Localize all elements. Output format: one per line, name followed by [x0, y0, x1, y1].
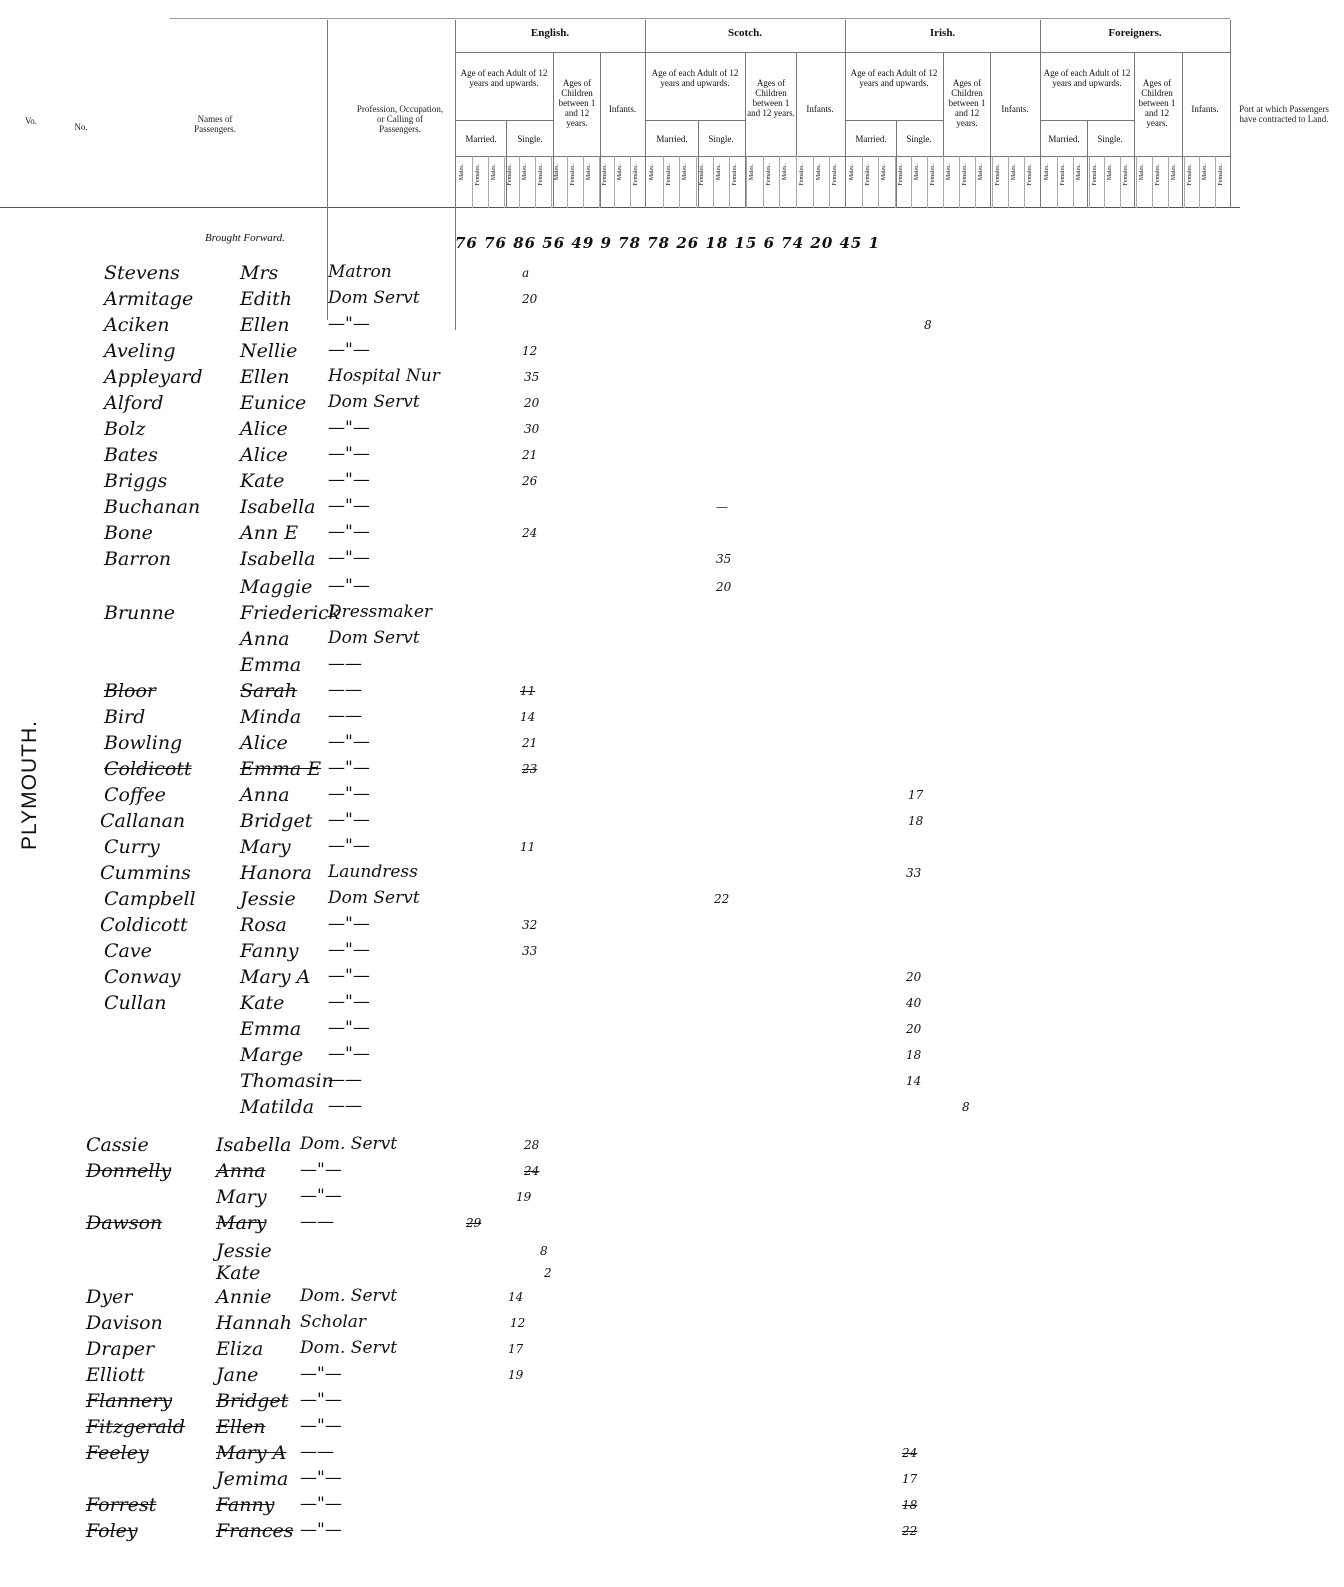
passenger-given-name: Frances: [216, 1520, 294, 1542]
passenger-occupation: —"—: [328, 992, 370, 1012]
passenger-age: 17: [902, 1472, 918, 1486]
females-column-label: Females.: [601, 164, 608, 186]
names-column-header: Names of Passengers.: [194, 114, 236, 134]
passenger-given-name: Emma E: [240, 758, 322, 780]
females-column-label: Females.: [832, 164, 839, 186]
passenger-age: 17: [908, 788, 924, 802]
males-column-label: Males.: [946, 164, 952, 181]
passenger-occupation: Laundress: [328, 862, 418, 882]
passenger-given-name: Fanny: [216, 1494, 275, 1516]
males-column-label: Males.: [1044, 164, 1050, 181]
passenger-age: 17: [508, 1342, 524, 1356]
passenger-given-name: Anna: [240, 784, 290, 806]
foreigners-single-header: Single.: [1097, 134, 1123, 144]
passenger-surname: Foley: [86, 1520, 138, 1542]
passenger-given-name: Emma: [240, 654, 302, 676]
passenger-occupation: ——: [328, 1070, 362, 1090]
females-column-label: Females.: [506, 164, 513, 186]
passenger-occupation: —"—: [328, 732, 370, 752]
passenger-occupation: —"—: [328, 340, 370, 360]
irish-infants-header: Infants.: [1001, 104, 1029, 114]
males-column-label: Males.: [749, 164, 755, 181]
males-column-label: Males.: [913, 164, 920, 181]
females-column-label: Females.: [1154, 164, 1161, 186]
passenger-occupation: —"—: [328, 914, 370, 934]
passenger-age: 22: [714, 892, 730, 906]
passenger-surname: Forrest: [86, 1494, 157, 1516]
passenger-occupation: Matron: [328, 262, 392, 282]
passenger-age: 28: [524, 1138, 540, 1152]
irish-single-header: Single.: [906, 134, 932, 144]
females-column-label: Females.: [1218, 164, 1225, 186]
passenger-occupation: Dom Servt: [328, 888, 420, 908]
passenger-given-name: Ellen: [240, 314, 290, 336]
passenger-surname: Flannery: [86, 1390, 173, 1412]
passenger-age: a: [522, 266, 530, 280]
passenger-occupation: —"—: [300, 1186, 342, 1206]
passenger-occupation: Dressmaker: [328, 602, 433, 622]
females-column-label: Females.: [897, 164, 904, 186]
passenger-surname: Armitage: [104, 288, 194, 310]
passenger-occupation: —"—: [328, 1018, 370, 1038]
passenger-given-name: Mary A: [216, 1442, 287, 1464]
passenger-occupation: —"—: [328, 418, 370, 438]
passenger-given-name: Emma: [240, 1018, 302, 1040]
passenger-occupation: —"—: [300, 1390, 342, 1410]
passenger-occupation: ——: [328, 654, 362, 674]
females-column-label: Females.: [699, 164, 705, 186]
passenger-surname: Cullan: [104, 992, 167, 1014]
english-infants-header: Infants.: [608, 104, 637, 114]
passenger-surname: Fitzgerald: [86, 1416, 185, 1438]
passenger-age: 33: [522, 944, 538, 958]
passenger-surname: Briggs: [104, 470, 168, 492]
passenger-surname: Campbell: [104, 888, 196, 910]
passenger-occupation: —"—: [328, 784, 370, 804]
passenger-given-name: Edith: [240, 288, 292, 310]
passenger-surname: Buchanan: [104, 496, 201, 518]
english-adult-age-header: Age of each Adult of 12 years and upwards.: [460, 68, 548, 88]
english-single-header: Single.: [517, 134, 543, 144]
males-column-label: Males.: [1010, 164, 1017, 181]
foreigners-group-header: Foreigners.: [1108, 27, 1162, 39]
passenger-age: 35: [716, 552, 732, 566]
passenger-age: 18: [906, 1048, 922, 1062]
number-column-header: No.: [74, 122, 88, 132]
passenger-occupation: Dom. Servt: [300, 1134, 398, 1154]
irish-married-header: Married.: [855, 134, 887, 144]
passenger-occupation: —"—: [328, 1044, 370, 1064]
males-column-label: Males.: [459, 164, 465, 181]
passenger-occupation: ——: [328, 1096, 362, 1116]
females-column-label: Females.: [538, 164, 545, 186]
passenger-occupation: Dom Servt: [328, 288, 420, 308]
females-column-label: Females.: [929, 164, 936, 186]
passenger-given-name: Kate: [240, 992, 285, 1014]
passenger-age: 18: [908, 814, 924, 828]
passenger-given-name: Bridget: [216, 1390, 289, 1412]
passenger-age: 12: [510, 1316, 526, 1330]
passenger-given-name: Matilda: [240, 1096, 315, 1118]
males-column-label: Males.: [522, 164, 529, 181]
passenger-given-name: Thomasin: [240, 1070, 334, 1092]
passenger-given-name: Alice: [240, 732, 288, 754]
passenger-given-name: Mary: [216, 1212, 267, 1234]
passenger-age: 11: [520, 684, 536, 698]
passenger-occupation: ——: [328, 680, 362, 700]
females-column-label: Females.: [665, 164, 672, 186]
passenger-age: —: [716, 500, 728, 514]
passenger-surname: Bone: [104, 522, 153, 544]
passenger-given-name: Friederick: [240, 602, 341, 624]
passenger-age: 22: [902, 1524, 918, 1538]
passenger-given-name: Jemima: [216, 1468, 289, 1490]
english-married-header: Married.: [465, 134, 497, 144]
passenger-surname: Cummins: [100, 862, 191, 884]
passenger-age: 12: [522, 344, 538, 358]
passenger-given-name: Isabella: [240, 496, 316, 518]
passenger-surname: Coldicott: [104, 758, 192, 780]
passenger-occupation: —"—: [300, 1160, 342, 1180]
females-column-label: Females.: [962, 164, 969, 186]
passenger-age: 40: [906, 996, 922, 1010]
irish-group-header: Irish.: [929, 27, 956, 39]
passenger-age: 24: [522, 526, 538, 540]
passenger-given-name: Hannah: [216, 1312, 292, 1334]
males-column-label: Males.: [1202, 164, 1209, 181]
passenger-surname: Coldicott: [100, 914, 188, 936]
passenger-given-name: Jessie: [216, 1240, 272, 1262]
passenger-age: 14: [906, 1074, 922, 1088]
passenger-age: 18: [902, 1498, 918, 1512]
passenger-given-name: Isabella: [240, 548, 316, 570]
passenger-surname: Dyer: [86, 1286, 133, 1308]
females-column-label: Females.: [1091, 164, 1098, 186]
scotch-group-header: Scotch.: [728, 27, 762, 39]
passenger-age: 26: [522, 474, 538, 488]
passenger-surname: Bolz: [104, 418, 146, 440]
passenger-age: 33: [906, 866, 922, 880]
passenger-given-name: Annie: [216, 1286, 272, 1308]
passenger-given-name: Ellen: [240, 366, 290, 388]
passenger-given-name: Kate: [240, 470, 285, 492]
passenger-given-name: Ann E: [240, 522, 299, 544]
passenger-surname: Stevens: [104, 262, 180, 284]
passenger-given-name: Maggie: [240, 576, 313, 598]
passenger-occupation: —"—: [300, 1416, 342, 1436]
females-column-label: Females.: [1123, 164, 1130, 186]
passenger-surname: Conway: [104, 966, 181, 988]
passenger-age: 14: [520, 710, 536, 724]
passenger-surname: Appleyard: [104, 366, 203, 388]
passenger-occupation: —"—: [328, 966, 370, 986]
english-group-header: English.: [530, 27, 570, 39]
passenger-given-name: Anna: [240, 628, 290, 650]
passenger-given-name: Kate: [216, 1262, 261, 1284]
passenger-occupation: —"—: [300, 1468, 342, 1488]
passenger-age: 32: [522, 918, 538, 932]
passenger-surname: Aciken: [104, 314, 170, 336]
scotch-adult-age-header: Age of each Adult of 12 years and upwards.: [651, 68, 739, 88]
passenger-given-name: Anna: [216, 1160, 266, 1182]
males-column-label: Males.: [617, 164, 624, 181]
passenger-given-name: Hanora: [240, 862, 312, 884]
passenger-surname: Feeley: [86, 1442, 149, 1464]
passenger-surname: Cassie: [86, 1134, 149, 1156]
passenger-surname: Dawson: [86, 1212, 163, 1234]
females-column-label: Females.: [1026, 164, 1033, 186]
passenger-occupation: Hospital Nur: [328, 366, 440, 386]
passenger-surname: Aveling: [104, 340, 176, 362]
passenger-occupation: —"—: [328, 496, 370, 516]
passenger-given-name: Marge: [240, 1044, 304, 1066]
foreigners-adult-age-header: Age of each Adult of 12 years and upwards.: [1043, 68, 1131, 88]
scotch-single-header: Single.: [708, 134, 734, 144]
passenger-age: 20: [906, 1022, 922, 1036]
scotch-infants-header: Infants.: [806, 104, 834, 114]
males-column-label: Males.: [490, 164, 497, 181]
passenger-surname: Elliott: [86, 1364, 145, 1386]
passenger-age: 24: [524, 1164, 540, 1178]
passenger-surname: Bowling: [104, 732, 183, 754]
males-column-label: Males.: [815, 164, 822, 181]
females-column-label: Females.: [865, 164, 872, 186]
females-column-label: Females.: [994, 164, 1001, 186]
profession-column-header: Profession, Occupation, or Calling of Passengers.: [356, 104, 444, 134]
passenger-occupation: Dom Servt: [328, 392, 420, 412]
males-column-label: Males.: [554, 164, 560, 181]
passenger-given-name: Jane: [216, 1364, 259, 1386]
passenger-age: 20: [522, 292, 538, 306]
passenger-age: 20: [524, 396, 540, 410]
passenger-age: 11: [520, 840, 536, 854]
irish-adult-age-header: Age of each Adult of 12 years and upwards.: [850, 68, 938, 88]
foreigners-children-age-header: Ages of Children between 1 and 12 years.: [1138, 78, 1176, 128]
passenger-given-name: Alice: [240, 444, 288, 466]
passenger-given-name: Ellen: [216, 1416, 266, 1438]
brought-forward-totals: 76 76 86 56 49 9 78 78 26 18 15 6 74 20 45 1: [455, 234, 881, 252]
passenger-occupation: Dom. Servt: [300, 1338, 398, 1358]
brought-forward-label: Brought Forward.: [205, 232, 285, 244]
passenger-age: 8: [540, 1244, 548, 1258]
passenger-given-name: Sarah: [240, 680, 297, 702]
passenger-given-name: Eunice: [240, 392, 307, 414]
passenger-surname: Coffee: [104, 784, 166, 806]
passenger-age: 20: [716, 580, 732, 594]
passenger-given-name: Mrs: [240, 262, 279, 284]
passenger-occupation: —"—: [328, 576, 370, 596]
passenger-occupation: —"—: [328, 522, 370, 542]
passenger-age: 23: [522, 762, 538, 776]
passenger-surname: Bloor: [104, 680, 156, 702]
irish-children-age-header: Ages of Children between 1 and 12 years.: [948, 78, 986, 128]
females-column-label: Females.: [732, 164, 739, 186]
passenger-surname: Barron: [104, 548, 172, 570]
passenger-occupation: ——: [300, 1442, 334, 1462]
passenger-age: 21: [522, 736, 538, 750]
females-column-label: Females.: [765, 164, 772, 186]
females-column-label: Females.: [569, 164, 576, 186]
port-column-header: Port at which Passengers have contracted to Land.: [1239, 104, 1329, 124]
males-column-label: Males.: [782, 164, 789, 181]
passenger-surname: Draper: [86, 1338, 155, 1360]
passenger-age: 19: [508, 1368, 524, 1382]
males-column-label: Males.: [881, 164, 888, 181]
males-column-label: Males.: [1139, 164, 1145, 181]
passenger-surname: Brunne: [104, 602, 175, 624]
passenger-occupation: —"—: [328, 758, 370, 778]
males-column-label: Males.: [715, 164, 722, 181]
females-column-label: Females.: [1186, 164, 1193, 186]
passenger-occupation: —"—: [328, 314, 370, 334]
passenger-occupation: —"—: [328, 940, 370, 960]
passenger-occupation: Scholar: [300, 1312, 367, 1332]
passenger-age: 35: [524, 370, 540, 384]
passenger-occupation: —"—: [328, 836, 370, 856]
females-column-label: Females.: [633, 164, 640, 186]
males-column-label: Males.: [649, 164, 655, 181]
passenger-age: 30: [524, 422, 540, 436]
passenger-age: 24: [902, 1446, 918, 1460]
passenger-surname: Bates: [104, 444, 158, 466]
foreigners-infants-header: Infants.: [1191, 104, 1219, 114]
passenger-occupation: —"—: [300, 1520, 342, 1540]
passenger-occupation: —"—: [300, 1364, 342, 1384]
passenger-given-name: Eliza: [216, 1338, 264, 1360]
passenger-given-name: Mary A: [240, 966, 311, 988]
males-column-label: Males.: [978, 164, 985, 181]
passenger-given-name: Mary: [240, 836, 291, 858]
english-children-age-header: Ages of Children between 1 and 12 years.: [558, 78, 596, 128]
males-column-label: Males.: [585, 164, 592, 181]
passenger-age: 2: [544, 1266, 552, 1280]
passenger-surname: Cave: [104, 940, 152, 962]
passenger-surname: Bird: [104, 706, 146, 728]
females-column-label: Females.: [1059, 164, 1066, 186]
passenger-surname: Alford: [104, 392, 164, 414]
passenger-occupation: Dom. Servt: [300, 1286, 398, 1306]
passenger-surname: Curry: [104, 836, 160, 858]
females-column-label: Females.: [474, 164, 481, 186]
passenger-given-name: Fanny: [240, 940, 299, 962]
passenger-age: 19: [516, 1190, 532, 1204]
males-column-label: Males.: [849, 164, 855, 181]
passenger-surname: Donnelly: [86, 1160, 172, 1182]
passenger-age: 20: [906, 970, 922, 984]
passenger-occupation: —"—: [328, 470, 370, 490]
port-side-text: PLYMOUTH.: [18, 720, 41, 850]
passenger-given-name: Nellie: [240, 340, 298, 362]
passenger-occupation: ——: [300, 1212, 334, 1232]
females-column-label: Females.: [799, 164, 805, 186]
passenger-given-name: Minda: [240, 706, 302, 728]
passenger-age: 29: [466, 1216, 482, 1230]
passenger-given-name: Alice: [240, 418, 288, 440]
passenger-given-name: Rosa: [240, 914, 287, 936]
passenger-occupation: —"—: [300, 1494, 342, 1514]
passenger-age: 14: [508, 1290, 524, 1304]
passenger-given-name: Jessie: [240, 888, 296, 910]
passenger-given-name: Isabella: [216, 1134, 292, 1156]
passenger-given-name: Bridget: [240, 810, 313, 832]
passenger-occupation: —"—: [328, 810, 370, 830]
passenger-surname: Callanan: [100, 810, 186, 832]
passenger-occupation: Dom Servt: [328, 628, 420, 648]
males-column-label: Males.: [1170, 164, 1177, 181]
left-small-label: Vo.: [24, 116, 38, 126]
foreigners-married-header: Married.: [1048, 134, 1080, 144]
scotch-married-header: Married.: [656, 134, 688, 144]
port-side-label: [18, 720, 58, 910]
passenger-occupation: ——: [328, 706, 362, 726]
males-column-label: Males.: [1075, 164, 1082, 181]
passenger-occupation: —"—: [328, 548, 370, 568]
passenger-given-name: Mary: [216, 1186, 267, 1208]
passenger-occupation: —"—: [328, 444, 370, 464]
males-column-label: Males.: [1107, 164, 1114, 181]
passenger-surname: Davison: [86, 1312, 163, 1334]
males-column-label: Males.: [682, 164, 689, 181]
passenger-age: 8: [962, 1100, 970, 1114]
passenger-age: 21: [522, 448, 538, 462]
scotch-children-age-header: Ages of Children between 1 and 12 years.: [747, 78, 795, 118]
passenger-age: 8: [924, 318, 932, 332]
